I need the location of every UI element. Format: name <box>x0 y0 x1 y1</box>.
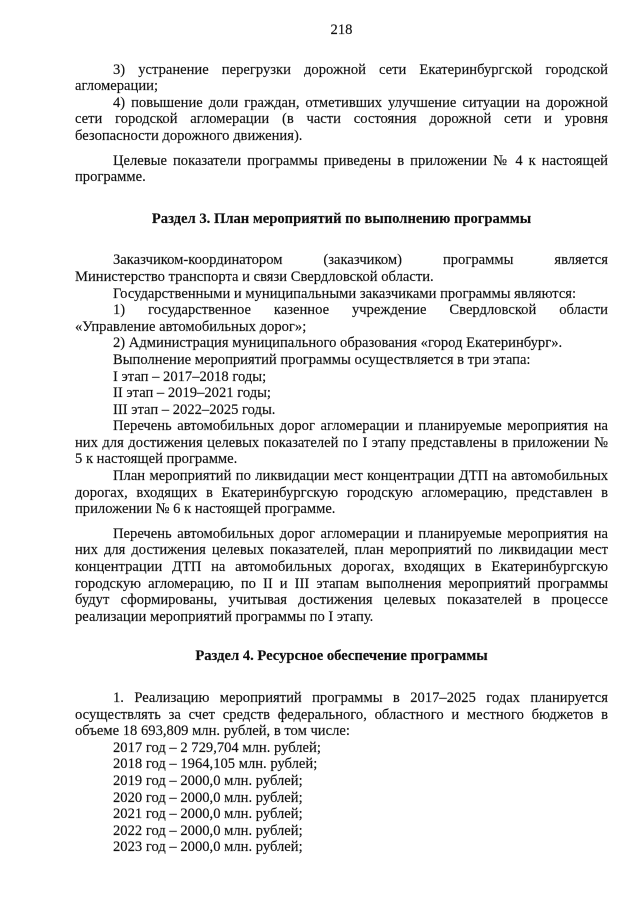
intro-item-4: 4) повышение доли граждан, отметивших улучшение ситуации на дорожной сети городской агломерации (в части состояния дорожной сети и уровня безопасности дорожного движения). <box>75 94 608 144</box>
funding-year-2021: 2021 год – 2000,0 млн. рублей; <box>113 806 303 823</box>
intro-targets: Целевые показатели программы приведены в приложении № 4 к настоящей программе. <box>75 152 608 186</box>
section-4-heading: Раздел 4. Ресурсное обеспечение программы <box>195 648 488 665</box>
coordinator-line-2: Министерство транспорта и связи Свердловской области. <box>75 268 434 285</box>
funding-year-2023: 2023 год – 2000,0 млн. рублей; <box>113 839 303 856</box>
stage-2: II этап – 2019–2021 годы; <box>113 385 271 402</box>
funding-year-2018: 2018 год – 1964,105 млн. рублей; <box>113 756 318 773</box>
funding-paragraph: 1. Реализацию мероприятий программы в 2017–2025 годах планируется осуществлять за счет средств федерального, областного и местного бюджетов в объеме 18 693,809 млн. рублей, в том числе: <box>75 690 608 740</box>
roads-list-paragraph: Перечень автомобильных дорог агломерации и планируемые мероприятия на них для достижения целевых показателей по I этапу представлены в приложении № 5 к настоящей программе. <box>75 418 608 468</box>
customers-intro: Государственными и муниципальными заказчиками программы являются: <box>113 285 577 302</box>
coordinator-line-1: Заказчиком-координатором (заказчиком) программы является <box>113 252 608 269</box>
funding-year-2019: 2019 год – 2000,0 млн. рублей; <box>113 772 303 789</box>
future-stages-paragraph: Перечень автомобильных дорог агломерации и планируемые мероприятия на них для достижения целевых показателей, план мероприятий по ликвидации мест концентрации ДТП на автомобильных дорогах, входящих в Екатеринбургскую городскую агломерацию, по II и III этапам выполнения мероприятий программы будут сформированы, учитывая достижения целевых показателей в процессе реализации мероприятий программы по I этапу. <box>75 525 608 625</box>
customer-1-line-1: 1) государственное казенное учреждение Свердловской области <box>113 302 608 319</box>
customer-1-line-2: «Управление автомобильных дорог»; <box>75 318 307 335</box>
funding-year-2017: 2017 год – 2 729,704 млн. рублей; <box>113 739 321 756</box>
funding-year-2020: 2020 год – 2000,0 млн. рублей; <box>113 789 303 806</box>
funding-year-2022: 2022 год – 2000,0 млн. рублей; <box>113 822 303 839</box>
accident-plan-paragraph: План мероприятий по ликвидации мест концентрации ДТП на автомобильных дорогах, входящих в Екатеринбургскую городскую агломерацию, представлен в приложении № 6 к настоящей программе. <box>75 468 608 518</box>
stages-intro: Выполнение мероприятий программы осуществляется в три этапа: <box>113 351 531 368</box>
intro-item-3-line-1: 3) устранение перегрузки дорожной сети Екатеринбургской городской <box>113 61 608 78</box>
stage-1: I этап – 2017–2018 годы; <box>113 368 267 385</box>
page-number: 218 <box>330 22 353 38</box>
customer-2: 2) Администрация муниципального образования «город Екатеринбург». <box>113 335 563 352</box>
intro-item-3-line-2: агломерации; <box>75 78 158 95</box>
section-3-heading: Раздел 3. План мероприятий по выполнению программы <box>151 210 532 227</box>
stage-3: III этап – 2022–2025 годы. <box>113 401 276 418</box>
